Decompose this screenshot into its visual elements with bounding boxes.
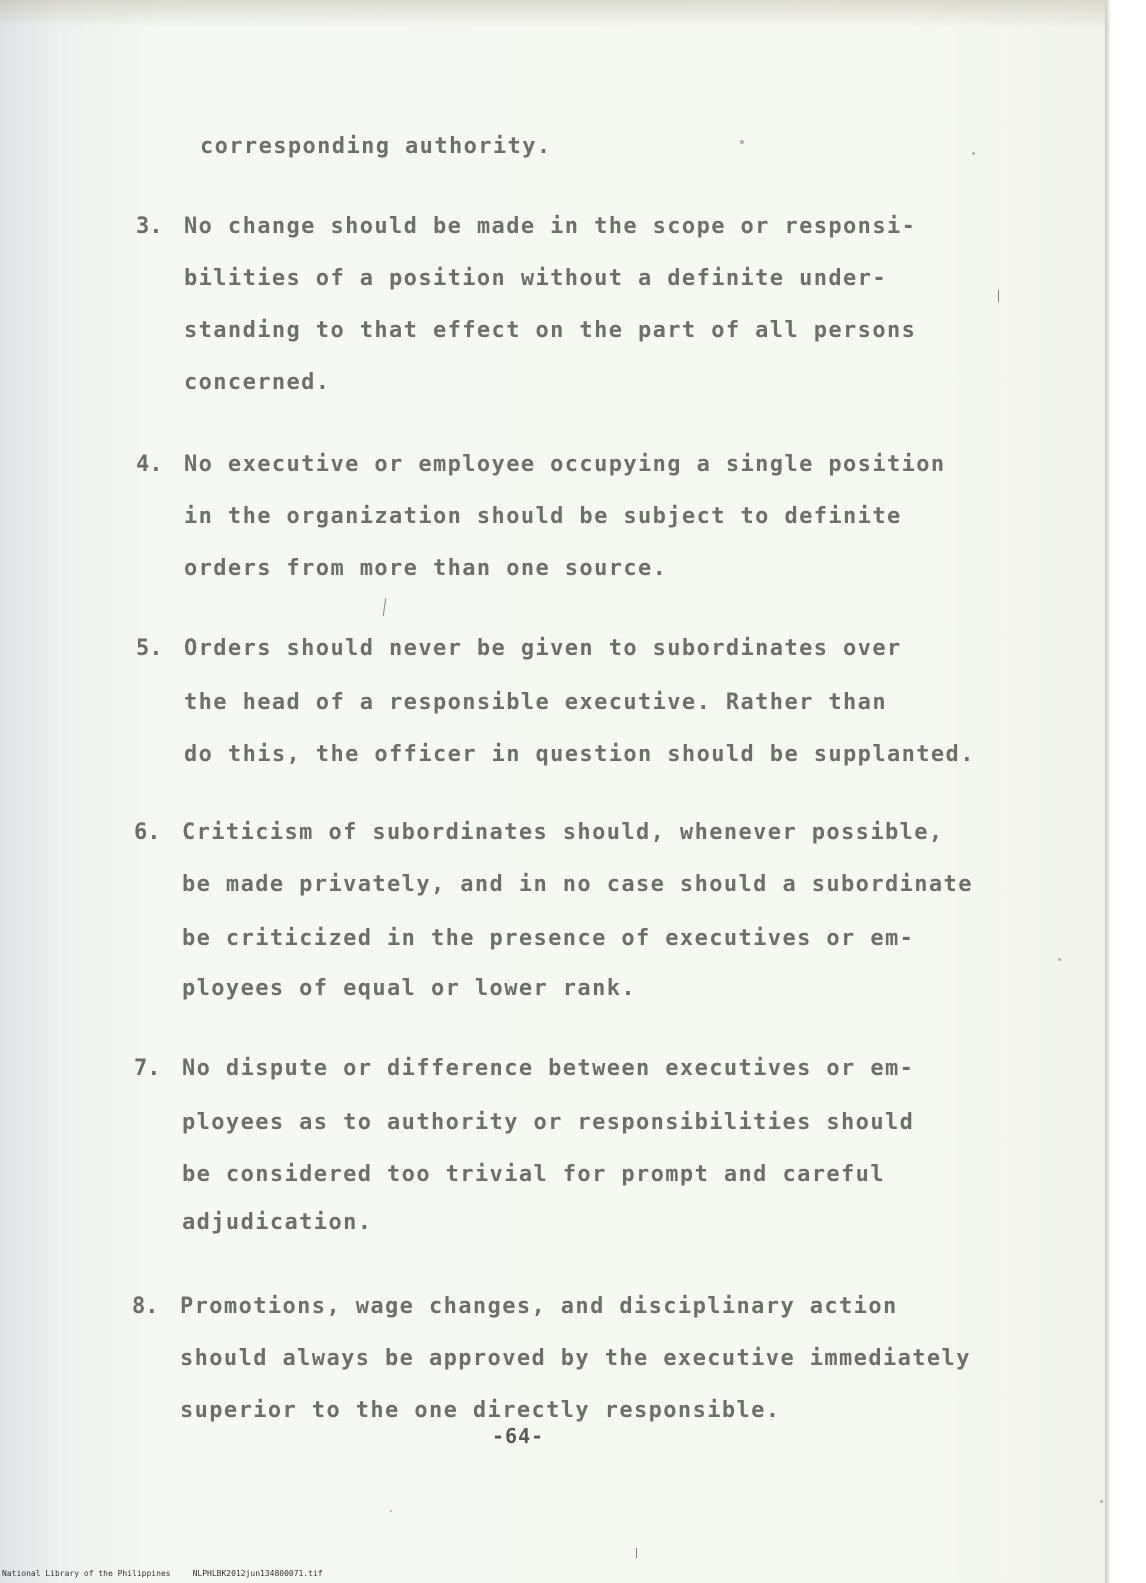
item-3-line-2: bilities of a position without a definite under- [184,266,887,291]
item-8-line-3: superior to the one directly responsible. [180,1398,781,1423]
item-4-number: 4. [136,452,163,477]
item-7-line-2: ployees as to authority or responsibilities should [182,1110,915,1135]
item-5-number: 5. [136,636,163,661]
item-8-number: 8. [132,1294,159,1319]
item-4-line-1: No executive or employee occupying a single position [184,452,946,477]
scan-footer [2,1569,345,1578]
item-7-number: 7. [134,1056,161,1081]
item-7-line-1: No dispute or difference between executives or em- [182,1056,915,1081]
item-6-line-3: be criticized in the presence of executives or em- [182,926,915,951]
item-3-line-1: No change should be made in the scope or responsi- [184,214,917,239]
item-6-line-2: be made privately, and in no case should a subordinate [182,872,973,897]
scan-mark [383,598,386,616]
item-6-line-1: Criticism of subordinates should, whenever possible, [182,820,944,845]
item-5-line-1: Orders should never be given to subordinates over [184,636,902,661]
scan-speck [972,152,975,155]
item-6-number: 6. [134,820,161,845]
page-edge [1105,0,1146,1583]
scan-speck [1100,1500,1103,1503]
footer-filename: NLPHLBK2012jun134800071.tif [192,1569,323,1578]
item-4-line-2: in the organization should be subject to definite [184,504,902,529]
item-8-line-2: should always be approved by the executive immediately [180,1346,971,1371]
item-4-line-3: orders from more than one source. [184,556,668,581]
item-7-line-3: be considered too trivial for prompt and careful [182,1162,885,1187]
scan-speck [740,140,744,144]
item-6-line-4: ployees of equal or lower rank. [182,976,636,1001]
item-3-line-3: standing to that effect on the part of all persons [184,318,917,343]
item-3-line-4: concerned. [184,370,331,395]
continuation-line: corresponding authority. [200,134,552,159]
scan-speck [390,1510,392,1512]
item-3-number: 3. [136,214,163,239]
scan-speck [1058,958,1061,961]
item-7-line-4: adjudication. [182,1210,373,1235]
item-5-line-3: do this, the officer in question should be supplanted. [184,742,975,767]
scan-shadow [0,0,1105,28]
page-number: -64- [492,1424,545,1448]
footer-library: National Library of the Philippines [2,1569,171,1578]
scan-mark [998,290,999,302]
scan-mark [636,1548,637,1558]
item-8-line-1: Promotions, wage changes, and disciplinary action [180,1294,898,1319]
item-5-line-2: the head of a responsible executive. Rather than [184,690,887,715]
